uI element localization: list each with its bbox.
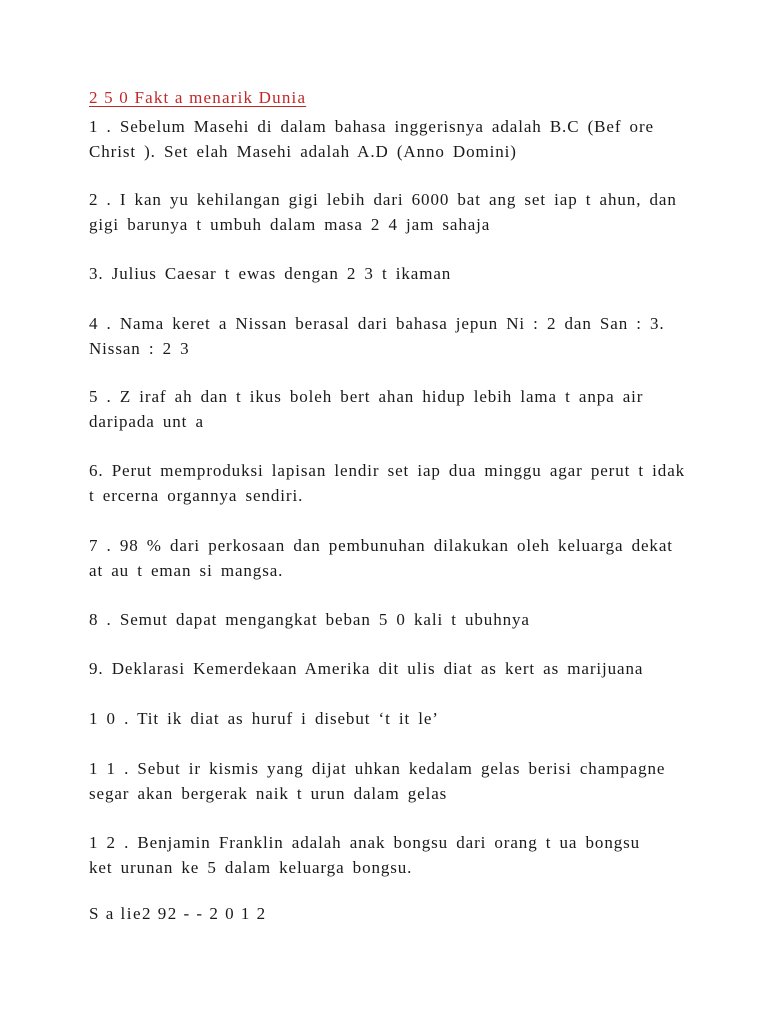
- fact-line: t ercerna organnya sendiri.: [89, 486, 304, 505]
- fact-line: 1 . Sebelum Masehi di dalam bahasa inggerisnya adalah B.C (Bef ore: [89, 117, 654, 136]
- fact-line: 4 . Nama keret a Nissan berasal dari bahasa jepun Ni : 2 dan San : 3.: [89, 314, 665, 333]
- fact-item-3: [89, 261, 709, 286]
- fact-item-12: [89, 830, 709, 880]
- fact-item-7: [89, 533, 709, 583]
- fact-item-10: [89, 706, 709, 731]
- fact-line: 1 0 . Tit ik diat as huruf i disebut ‘t it le’: [89, 709, 439, 728]
- fact-item-11: [89, 756, 709, 806]
- fact-line: Nissan : 2 3: [89, 339, 190, 358]
- fact-line: 8 . Semut dapat mengangkat beban 5 0 kali t ubuhnya: [89, 610, 530, 629]
- fact-line: Christ ). Set elah Masehi adalah A.D (Anno Domini): [89, 142, 517, 161]
- fact-line: 2 . I kan yu kehilangan gigi lebih dari 6000 bat ang set iap t ahun, dan: [89, 190, 677, 209]
- fact-line: gigi barunya t umbuh dalam masa 2 4 jam sahaja: [89, 215, 491, 234]
- fact-line: daripada unt a: [89, 412, 204, 431]
- fact-line: ket urunan ke 5 dalam keluarga bongsu.: [89, 858, 413, 877]
- document-title: 2 5 0 Fakt a menarik Dunia: [89, 88, 307, 107]
- fact-line: segar akan bergerak naik t urun dalam gelas: [89, 784, 448, 803]
- fact-item-5: [89, 384, 709, 434]
- document-footer: S a lie2 92 - - 2 0 1 2: [89, 904, 267, 923]
- fact-item-4: [89, 311, 709, 361]
- fact-line: 6. Perut memproduksi lapisan lendir set iap dua minggu agar perut t idak: [89, 461, 686, 480]
- fact-line: 1 2 . Benjamin Franklin adalah anak bongsu dari orang t ua bongsu: [89, 833, 641, 852]
- fact-line: at au t eman si mangsa.: [89, 561, 284, 580]
- fact-item-6: [89, 458, 709, 508]
- fact-item-9: [89, 656, 709, 681]
- fact-item-2: [89, 187, 709, 237]
- fact-line: 7 . 98 % dari perkosaan dan pembunuhan dilakukan oleh keluarga dekat: [89, 536, 673, 555]
- fact-item-1: [89, 114, 709, 164]
- fact-line: 3. Julius Caesar t ewas dengan 2 3 t ikaman: [89, 264, 452, 283]
- fact-line: 5 . Z iraf ah dan t ikus boleh bert ahan hidup lebih lama t anpa air: [89, 387, 644, 406]
- fact-line: 1 1 . Sebut ir kismis yang dijat uhkan kedalam gelas berisi champagne: [89, 759, 666, 778]
- fact-item-8: [89, 607, 709, 632]
- fact-line: 9. Deklarasi Kemerdekaan Amerika dit ulis diat as kert as marijuana: [89, 659, 644, 678]
